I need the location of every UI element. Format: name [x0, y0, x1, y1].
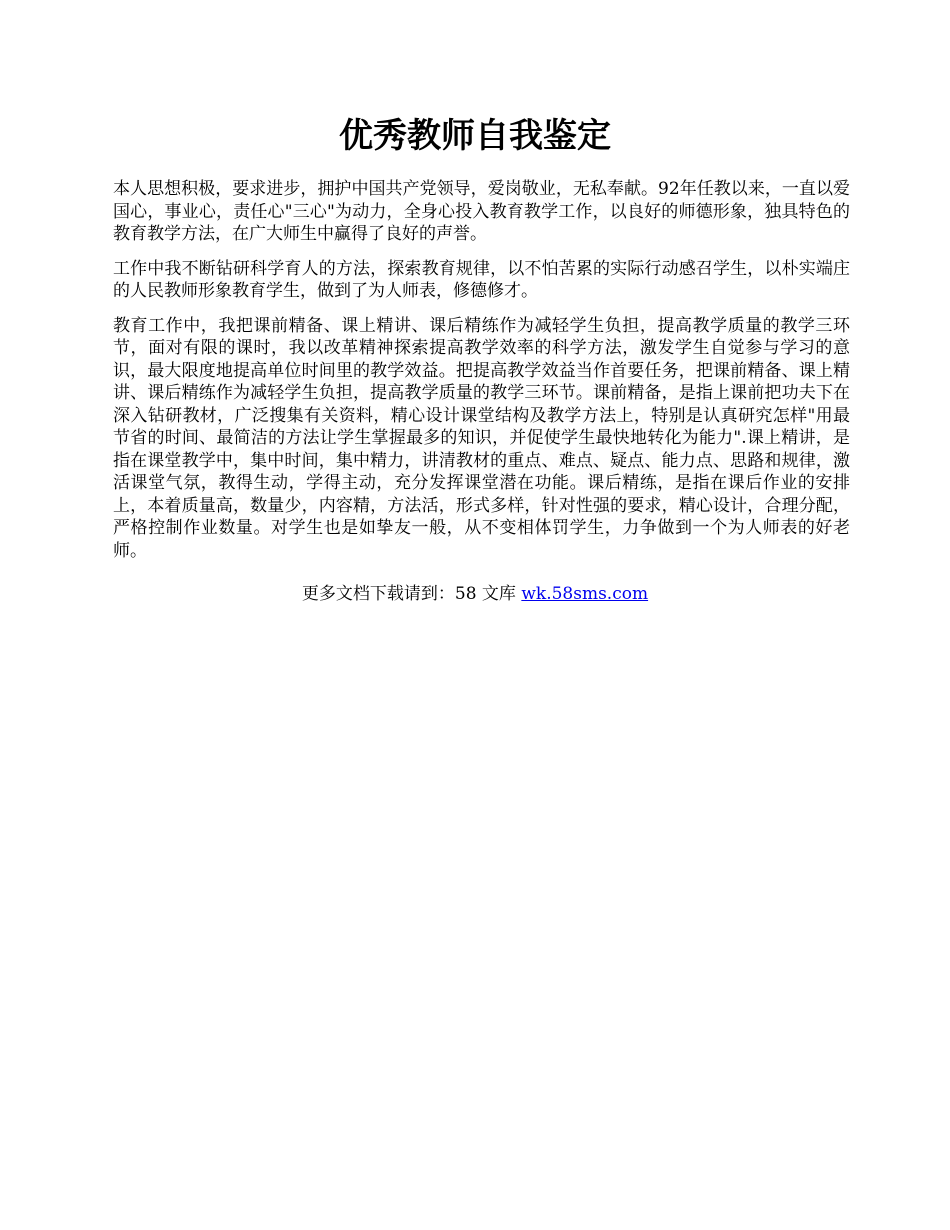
paragraph-3: 教育工作中，我把课前精备、课上精讲、课后精练作为减轻学生负担，提高教学质量的教学三环节，面对有限的课时，我以改革精神探索提高教学效率的科学方法，激发学生自觉参与学习的意识，最大限度地提高单位时间里的教学效益。把提高教学效益当作首要任务，把课前精备、课上精讲、课后精练作为减轻学生负担，提高教学质量的教学三环节。课前精备，是指上课前把功夫下在深入钻研教材，广泛搜集有关资料，精心设计课堂结构及教学方法上，特别是认真研究怎样"用最节省的时间、最简洁的方法让学生掌握最多的知识，并促使学生最快地转化为能力".课上精讲，是指在课堂教学中，集中时间，集中精力，讲清教材的重点、难点、疑点、能力点、思路和规律，激活课堂气氛，教得生动，学得主动，充分发挥课堂潜在功能。课后精练，是指在课后作业的安排上，本着质量高，数量少，内容精，方法活，形式多样，针对性强的要求，精心设计，合理分配，严格控制作业数量。对学生也是如挚友一般，从不变相体罚学生，力争做到一个为人师表的好老师。: [113, 315, 850, 561]
document-body: [113, 178, 850, 574]
paragraph-1: 本人思想积极，要求进步，拥护中国共产党领导，爱岗敬业，无私奉献。92年任教以来，一直以爱国心，事业心，责任心"三心"为动力，全身心投入教育教学工作，以良好的师德形象，独具特色的教育教学方法，在广大师生中赢得了良好的声誉。: [113, 179, 850, 244]
document-title: 优秀教师自我鉴定: [339, 116, 611, 156]
download-footer: [0, 582, 950, 606]
footer-text: 更多文档下载请到：58 文库: [301, 584, 522, 604]
footer-link[interactable]: wk.58sms.com: [521, 584, 649, 604]
paragraph-2: 工作中我不断钻研科学育人的方法，探索教育规律，以不怕苦累的实际行动感召学生，以朴实端庄的人民教师形象教育学生，做到了为人师表，修德修才。: [113, 258, 850, 301]
